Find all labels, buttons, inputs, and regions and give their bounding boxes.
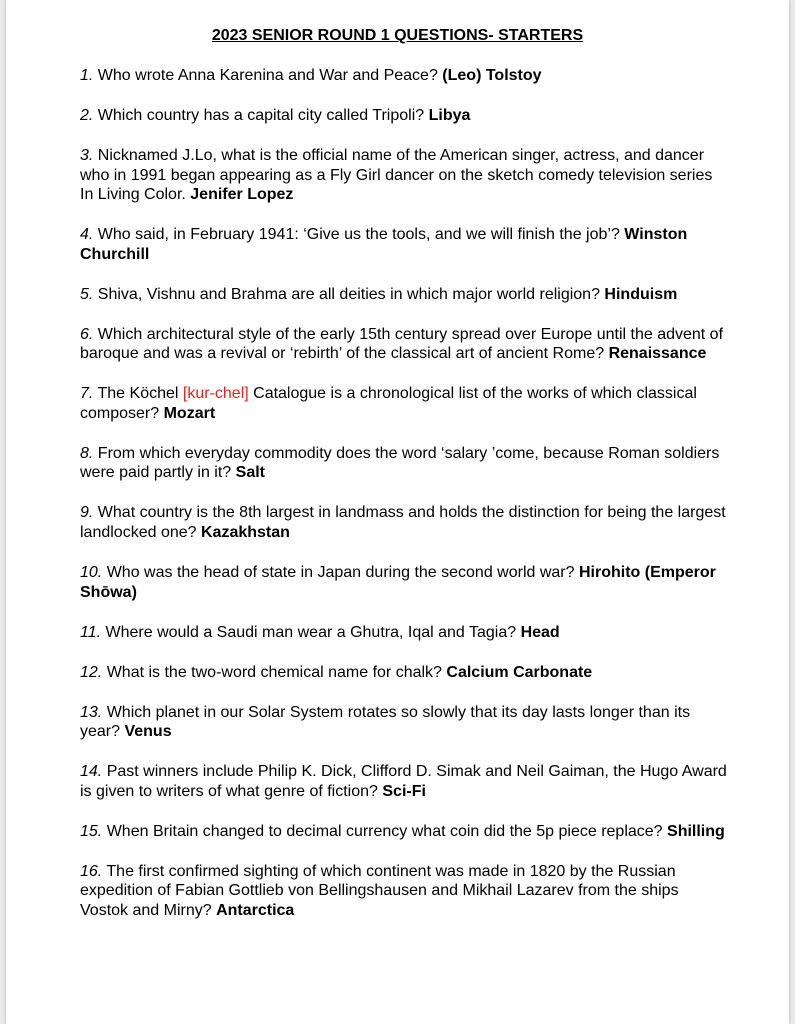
question-number: 1.: [80, 67, 94, 84]
question-text: Who said, in February 1941: ‘Give us the tools, and we will finish the job’?: [93, 226, 625, 244]
question-item: [80, 623, 730, 643]
question-text: When Britain changed to decimal currency what coin did the 5p piece replace?: [102, 822, 668, 840]
question-answer: Calcium Carbonate: [446, 663, 593, 681]
question-item: [80, 225, 730, 264]
question-number: 2.: [80, 106, 94, 124]
question-text: Who wrote Anna Karenina and War and Peace?: [93, 67, 443, 84]
question-text: Past winners include Philip K. Dick, Clifford D. Simak and Neil Gaiman, the Hugo Award is given to writers of what genre of fiction?: [80, 763, 727, 800]
question-number: 6.: [80, 325, 94, 343]
question-text: Which architectural style of the early 15th century spread over Europe until the advent of baroque and was a revival or ‘rebirth’ of the classical art of ancient Rome?: [80, 325, 724, 363]
question-text: What country is the 8th largest in landmass and holds the distinction for being the largest landlocked one?: [80, 504, 726, 542]
question-number: 13.: [80, 703, 103, 721]
question-item: [80, 66, 730, 86]
question-item: [80, 762, 730, 801]
question-answer: Antarctica: [216, 901, 295, 919]
question-answer: Salt: [235, 464, 265, 482]
question-item: [80, 822, 730, 842]
question-number: 14.: [80, 763, 103, 781]
question-number: 4.: [80, 226, 94, 244]
question-item: [80, 325, 730, 364]
question-answer: Hinduism: [604, 285, 678, 303]
question-text: Which country has a capital city called Tripoli?: [93, 106, 429, 124]
question-answer: Shilling: [667, 822, 725, 840]
question-list: [80, 66, 730, 941]
question-number: 11.: [80, 623, 102, 641]
question-item: [80, 285, 730, 305]
question-number: 12.: [80, 663, 103, 681]
question-answer: Kazakhstan: [200, 524, 290, 542]
question-item: [80, 703, 730, 742]
question-item: [80, 444, 730, 483]
question-number: 16.: [80, 862, 103, 880]
question-number: 9.: [80, 504, 94, 522]
question-answer: Sci-Fi: [382, 782, 426, 800]
question-item: [80, 862, 730, 921]
question-number: 10.: [80, 564, 103, 582]
question-number: 15.: [80, 822, 103, 840]
question-answer: Mozart: [163, 404, 216, 422]
question-text: Shiva, Vishnu and Brahma are all deities in which major world religion?: [93, 285, 605, 303]
question-text: Who was the head of state in Japan during the second world war?: [102, 564, 579, 582]
question-text: Catalogue is a chronological list of the works of which classical composer?: [80, 385, 697, 422]
question-text: Which planet in our Solar System rotates so slowly that its day lasts longer than its year?: [80, 703, 691, 741]
question-answer: Hirohito (Emperor Shōwa): [80, 564, 716, 601]
question-item: [80, 384, 730, 423]
question-answer: Libya: [428, 106, 471, 124]
question-number: 5.: [80, 285, 94, 303]
question-item: [80, 146, 730, 205]
question-item: [80, 663, 730, 683]
question-number: 8.: [80, 444, 94, 462]
question-answer: Venus: [124, 723, 172, 741]
question-item: [80, 563, 730, 602]
page-title: 2023 SENIOR ROUND 1 QUESTIONS- STARTERS: [211, 27, 584, 44]
question-answer: Head: [520, 623, 560, 641]
question-item: [80, 503, 730, 542]
question-number: 7.: [80, 385, 94, 403]
question-number: 3.: [80, 146, 94, 164]
question-answer: Winston Churchill: [80, 226, 688, 263]
question-answer: (Leo) Tolstoy: [442, 67, 542, 84]
question-item: [80, 106, 730, 126]
question-answer: Renaissance: [608, 345, 707, 363]
question-text-before: The Köchel: [93, 385, 183, 403]
document-page: [6, 0, 789, 1024]
question-text: What is the two-word chemical name for chalk?: [102, 663, 447, 681]
question-text: Nicknamed J.Lo, what is the official name of the American singer, actress, and dancer who in 1991 began appearing as a Fly Girl dancer on the sketch comedy television series In Living Color.: [80, 146, 713, 204]
pronunciation-hint: [kur-chel]: [182, 385, 249, 403]
question-text: The first confirmed sighting of which continent was made in 1820 by the Russian expedition of Fabian Gottlieb von Bellingshausen and Mikhail Lazarev from the ships Vostok and Mirny?: [80, 862, 679, 919]
question-answer: Jenifer Lopez: [190, 186, 294, 204]
question-text: From which everyday commodity does the word ‘salary ’come, because Roman soldiers were paid partly in it?: [80, 444, 720, 482]
question-text: Where would a Saudi man wear a Ghutra, Iqal and Tagia?: [101, 623, 521, 641]
